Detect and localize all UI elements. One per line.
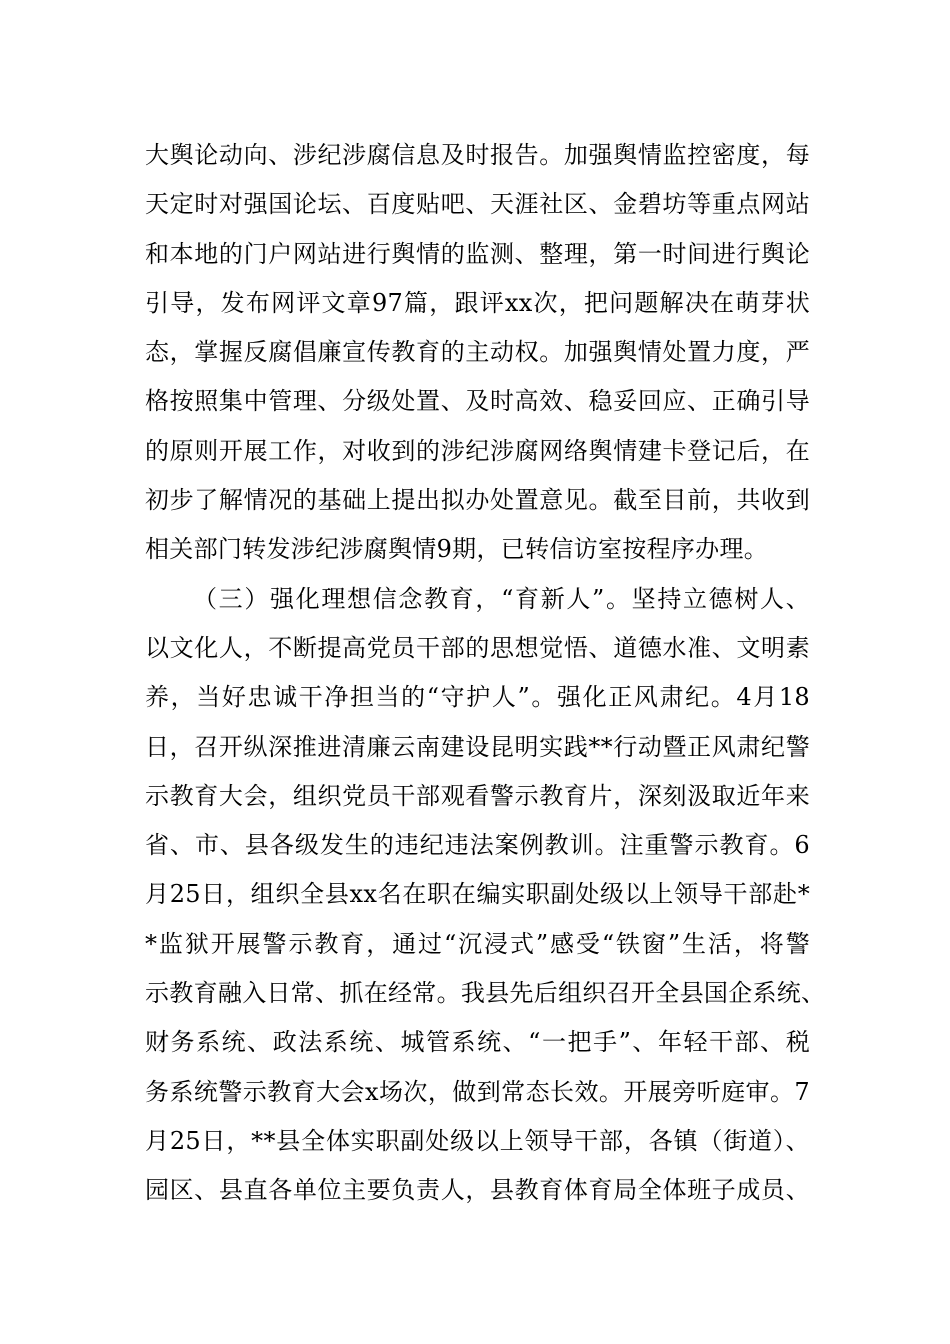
text-line: 的原则开展工作，对收到的涉纪涉腐网络舆情建卡登记后，在 bbox=[145, 436, 810, 465]
section-heading-line: （三）强化理想信念教育，“育新人”。坚持立德树人、 bbox=[193, 584, 810, 613]
text-line: 财务系统、政法系统、城管系统、“一把手”、年轻干部、税 bbox=[145, 1028, 810, 1057]
text-line: 初步了解情况的基础上提出拟办处置意见。截至目前，共收到 bbox=[145, 486, 810, 515]
text-line: *监狱开展警示教育，通过“沉浸式”感受“铁窗”生活，将警 bbox=[145, 929, 810, 958]
text-line: 以文化人，不断提高党员干部的思想觉悟、道德水准、文明素 bbox=[145, 633, 810, 662]
text-line: 大舆论动向、涉纪涉腐信息及时报告。加强舆情监控密度，每 bbox=[145, 141, 810, 169]
text-line: 养，当好忠诚干净担当的“守护人”。强化正风肃纪。4月18 bbox=[145, 683, 810, 712]
text-line: 务系统警示教育大会x场次，做到常态长效。开展旁听庭审。7 bbox=[145, 1077, 810, 1106]
text-line: 省、市、县各级发生的违纪违法案例教训。注重警示教育。6 bbox=[145, 831, 810, 860]
text-line: 示教育融入日常、抓在经常。我县先后组织召开全县国企系统、 bbox=[145, 979, 826, 1008]
text-line: 和本地的门户网站进行舆情的监测、整理，第一时间进行舆论 bbox=[145, 239, 810, 268]
text-line: 日，召开纵深推进清廉云南建设昆明实践**行动暨正风肃纪警 bbox=[145, 732, 810, 761]
text-line: 引导，发布网评文章97篇，跟评xx次，把问题解决在萌芽状 bbox=[145, 288, 810, 317]
body-text bbox=[145, 131, 826, 1216]
text-line: 天定时对强国论坛、百度贴吧、天涯社区、金碧坊等重点网站 bbox=[145, 190, 810, 219]
text-line: 月25日，**县全体实职副处级以上领导干部，各镇（街道）、 bbox=[145, 1126, 810, 1155]
text-line: 示教育大会，组织党员干部观看警示教育片，深刻汲取近年来 bbox=[145, 781, 810, 810]
text-line: 月25日，组织全县xx名在职在编实职副处级以上领导干部赴* bbox=[145, 880, 810, 909]
paragraph-end-line: 相关部门转发涉纪涉腐舆情9期，已转信访室按程序办理。 bbox=[145, 535, 769, 564]
text-line: 格按照集中管理、分级处置、及时高效、稳妥回应、正确引导 bbox=[145, 387, 810, 416]
text-line: 园区、县直各单位主要负责人，县教育体育局全体班子成员、 bbox=[145, 1176, 810, 1205]
text-line: 态，掌握反腐倡廉宣传教育的主动权。加强舆情处置力度，严 bbox=[145, 338, 810, 367]
